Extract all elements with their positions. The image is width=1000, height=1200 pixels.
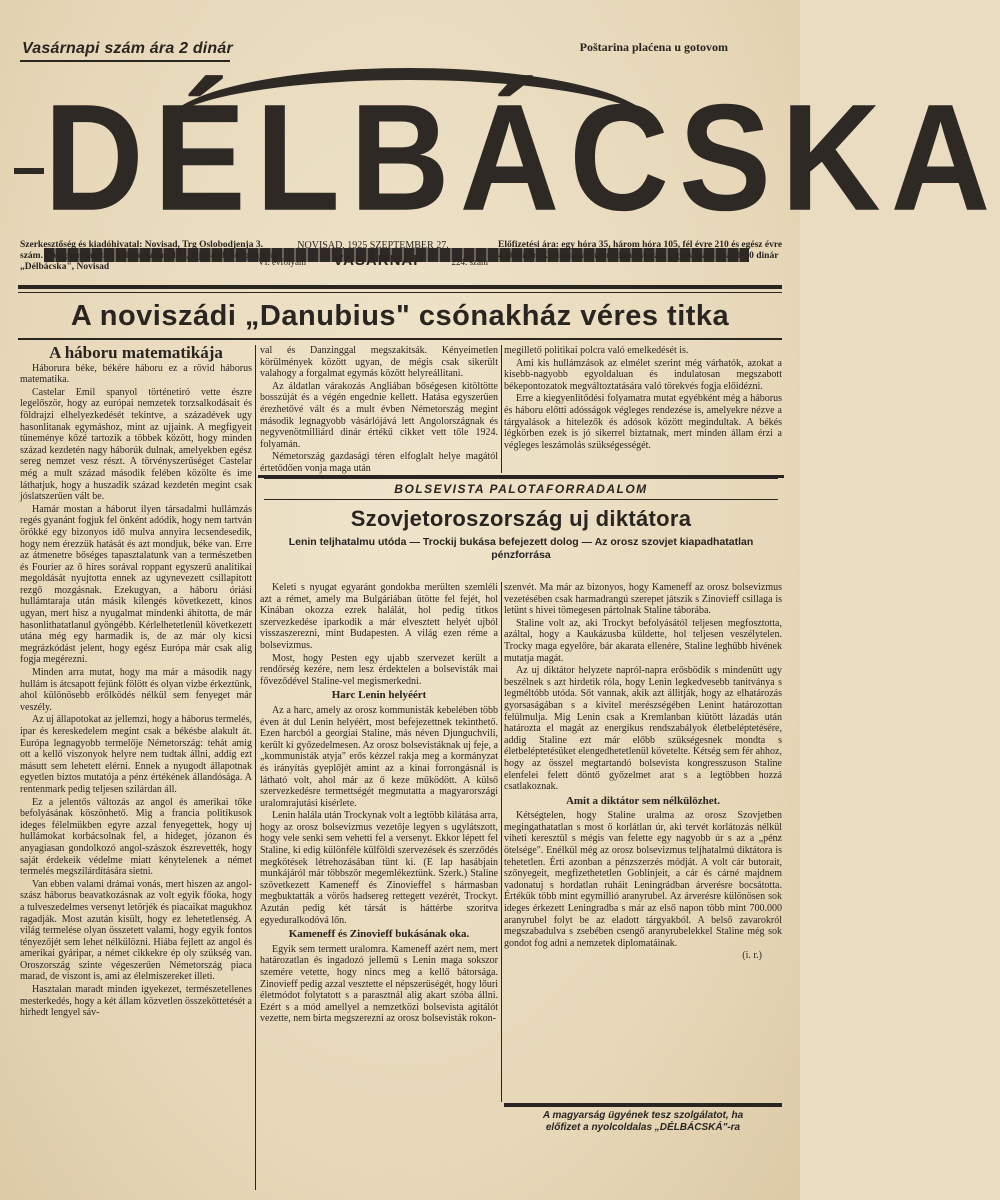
- editorial-info: Szerkesztőség és kiadóhivatal: Novisad, Trg Oslobodjenja 3. szám. (Wagner palota.) Telefonszám: 137, éjjel 488. Sürgönycím: „Délbácska", Novisad: [20, 240, 282, 272]
- article-kicker: BOLSEVISTA PALOTAFORRADALOM: [264, 478, 778, 500]
- postal-note: Poštarina plaćena u gotovom: [579, 40, 728, 54]
- paragraph: Az uj diktátor helyzete napról-napra erősbödik s mindenütt ugy beszélnek s azt hirdetik róla, hogy Lenin legkedvesebb tanitványa s legméltóbb utóda. Sőt vannak, akik azt állitják, hogy az elhatározás gyorsaságában s a kivitel merészségében Lenint határozottan felülmulja. Mig Lenin csak a Kremlanban kiütött lázadás után határozta el magát az energikus rendszabályok életbeléptetésére, addig Staline ezt már előbb szükségesnek mondta s életbeléptetésüket elengedhetetlenül követelte. Kétség sem fér ahhoz, hogy az összel megtartandó bolsevista kongresszuson Staline elenfelei felett döntő győzelmet arat s a legtöbben hozzá csatlakoznak.: [504, 665, 782, 793]
- paragraph: szenvét. Ma már az bizonyos, hogy Kameneff az orosz bolsevizmus vezetésében csak harmadrangú szerepet játszik s Zinovieff csillaga is letünt s hivei tömegesen pártolnak Staline táborába.: [504, 582, 782, 617]
- masthead: [14, 68, 1000, 243]
- article-deck: Lenin teljhatalmu utóda — Trockij bukása befejezett dolog — Az orosz szovjet kiapadhatatlan pénzforrása: [288, 536, 754, 561]
- paragraph: Castelar Emil spanyol történetiró vette észre legelőször, hogy az európai nemzetek torzsalkodásait és földrajzi elhelyezkedését tekintve, a századévek ugy hasonlitanak egymáshoz, mint az ujjaink. A megfigyeit tüneménye kőzé tartozik a többek között, hogy minden század kezdetén nagy háborúk dulnak, amelyekben egész sereg nemzet vesz részt. A törvényszerűséget Castelar még a mult század második felében közölte és ime láthatjuk, hogy a huszadik század kezdetén megint csak jóslatszerűen vált be.: [20, 386, 252, 503]
- paragraph: Az áldatlan várakozás Angliában bőségesen kitöltötte bosszúját és a végén engednie kellett. Hatása egyszerűen érezhetővé vált és a mult évben Németország megint második legnagyobb vásárlójává lett Angolországnak és negyvenötmilliárd dinár értékű cikket vett tőle 1924. folyamán.: [260, 380, 498, 450]
- paragraph: Most, hogy Pesten egy ujabb szervezet került a rendőrség kezére, nem lesz érdektelen a bolsevisták mai főveződével Staline-vel megismerkedni.: [260, 652, 498, 687]
- paragraph: Németország gazdasági téren elfoglalt helye magától értetődően vonja maga után: [260, 451, 498, 474]
- paragraph: Ez a jelentős változás az angol és amerikai tőke befolyásának köszönhető. Mig a francia politikusok ideges félelmükben egyre azzal fenyegettek, hogy uj hullámokat korbácsolnak fel, a hideget, józanon és anyagiasan gondolkozó angol-szászok észrevették, hogy saját érdekeik védelme miatt kénytelenek a német termelés megszilárdítására sietni.: [20, 796, 252, 878]
- subheading: Kameneff és Zinovieff bukásának oka.: [288, 928, 470, 941]
- masthead-left-bar: [14, 168, 44, 174]
- place-date: NOVISAD, 1925 SZEPTEMBER 27.: [297, 240, 449, 251]
- price-note: Vasárnapi szám ára 2 dinár: [22, 40, 233, 57]
- paragraph: Hasztalan maradt minden igyekezet, természetellenes mesterkedés, hogy a két állam közvetlen összeköttetését a hirhedt lengyel sáv-: [20, 984, 252, 1019]
- article-war-math-end: [504, 345, 782, 473]
- paragraph: Minden arra mutat, hogy ma már a második nagy hullám is átcsapott fejünk fölött és olyan vizbe érkeztünk, ahol különösebb erőlködés nélkül sem fenyeget már veszély.: [20, 667, 252, 713]
- volume: VI. évfolyam: [258, 257, 306, 267]
- paragraph: Az uj állapotokat az jellemzi, hogy a háborus termelés, ipar és kereskedelem megint csak a békésbe alakult át. Európa legnagyobb termelője Németország: tehát amig ott a kellő viszonyok helyre nem tudtak állni, addig ezt másutt sem lehetett elérni. Ennek a nyugodt állapotnak egyetlen biztos mutatója a pénz értékének állandósága. A rentenmark pedig teljesen szilárdan áll.: [20, 714, 252, 795]
- headline-rule: [18, 338, 782, 340]
- main-headline: A noviszádi „Danubius" csónakház véres titka: [70, 300, 730, 332]
- subscription-promo: [504, 1103, 782, 1134]
- article-war-math-cont: [260, 345, 498, 473]
- column-divider: [501, 582, 502, 1102]
- article-title: A háboru matematikája: [49, 343, 223, 362]
- issue-number: 224. szám: [451, 257, 488, 267]
- paragraph: Kétségtelen, hogy Staline uralma az orosz Szovjetben megingathatatlan s most ő korlátlan úr, aki tervét korlátozás nélkül viheti keresztül s mégis van felette egy nagyobb úr s az a „pénz ötelsége". Enélkül még az orosz bolsevizmus teljhatalmú diktátora is tehetetlen. Érti azonban a pénzszerzés módját. A volt cár butorait, szőnyegeit, megfizethetetlen Goblinjeit, a cár és cárné majdnem vadonatuj s hordatlan ruháit Leningrádban árverésre bocsátotta. Értékük több mint egymillió aranyrubel. Az árverésre különösen sok ideges érkezett Leningradba s már az első napon több mint 700.000 aranyrubel folyt be az eladott tárgyakból. A belső zavarokról megszabadulva s zsebében csengő aranyrubelekkel Staline még sok gondot fog adni a nemzetek diplomatáinak.: [504, 810, 782, 949]
- paragraph: Staline volt az, aki Trockyt befolyásától teljesen megfosztotta, azáltal, hogy a Kaukázusba küldette, hol teljesen veszélytelen. Trocky maga egyelőre, bár akarata ellenére, Staline leghűbb hivének mutatja magát.: [504, 617, 782, 664]
- author-signature: (i. r.): [742, 950, 762, 962]
- subheading: Amit a diktátor sem nélkülözhet.: [565, 794, 721, 807]
- article-soviet-col2: [504, 582, 782, 1102]
- paragraph: Van ebben valami drámai vonás, mert hiszen az angol-szász háborus beavatkozásnak az volt egyik főoka, hogy a tulveszedelmes versenyt letörjék és piacaikat magukhoz ragadják. Most azután kisült, hogy ez lehetetlenség. A világ termelése olyan összetett valami, hogy egyik fontos tényezőjét sem lehet nélkülözni. Hiába fejlett az angol és amerikai gyáripar, a német cikkekre ép oly szükség van. Oroszország szinte végeszerűen Németország piaca marad, de viszont is, ami az élelmiszereket illeti.: [20, 878, 252, 983]
- subheading: Harc Lenin helyéért: [331, 689, 427, 702]
- promo-line: előfizet a nyolcoldalas „DÉLBÁCSKÁ"-ra: [545, 1122, 741, 1133]
- weekday: VASÁRNAP: [333, 252, 425, 269]
- paragraph: megillető politikai polcra való emelkedését is.: [504, 345, 689, 356]
- article-title: Szovjetoroszország uj diktátora: [350, 506, 692, 531]
- paragraph: Egyik sem termett uralomra. Kameneff azért nem, mert határozatlan és ingadozó jellemü s Lenin maga sokszor szemére vetette, hogy nincs meg a kellő bátorsága. Zinovieff pedig azzal vesztette el népszerüségét, hogy lőuri életmódot folytatott s a parasztnál alig akart szóba állni. Ezért s a mód amellyel a nemzetközi bolsevista agitálót vezette, nem birta megszerezni az orosz bolsevisták rokon-: [260, 943, 498, 1025]
- promo-line: A magyarság ügyének tesz szolgálatot, ha: [542, 1110, 744, 1121]
- paragraph: Hamár mostan a háborut ilyen társadalmi hullámzás regés gyanánt fogjuk fel önként adódik, hogy nem tartván örökké egy bizonyos idő mulva annyira lecsendesedik, hogy nem érezzük hatását és azt mondjuk, béke van. Erre az átmenetre bőséges tapasztalatunk van a természetben és Fourier az ő híres sorával roppant egyszerű analitikai megoldását nyujtotta ennek az ugynevezett csillapitott rezgő mozgásnak. Ezekugyan, a háboru óriási hullámtaraja után másik kilengés következett, kinos ugyan, mert hisz a nyugalmat mindenki áhította, de már hasonlithatatlanul gyöngébb. Kérlelhetetlenül következett utána még egy harmadik is, de az már oly kicsi megrázkódást jelent, hogy egész Európa már csak alig fogja megérezni.: [20, 503, 252, 666]
- price-underline: [20, 60, 230, 62]
- paragraph: val és Danzinggal megszakitsák. Kényeimetlen körülmények között ugyan, de mégis csak sikerült valahogy a forgalmat egymás között helyreállitani.: [260, 345, 498, 380]
- paragraph: Lenin halála után Trockynak volt a legtöbb kilátása arra, hogy az orosz bolsevizmus vezetője legyen s ugylátszott, hogy vele senki sem vehetti fel a versenyt. Ekkor lépett fel Staline, ki edig különféle külföldi szervezések és szerződés megkötések létrehozásában tünt ki. (E lap hasábjain munkájáról már többször megemlékeztünk. Szerk.) Staline szövetkezett Kameneff és Zinovieffel s hármasban megbuktatták a vörös hadsereg rettegett vezérét, Trockyt. Azután pedig két társát is háttérbe szoritva egyeduralkodóvá lőn.: [260, 810, 498, 926]
- paragraph: Háborura béke, békére háboru ez a rövid háborus matematika.: [20, 362, 252, 386]
- issue-info: [258, 240, 488, 268]
- article-soviet-col1: [260, 582, 498, 1142]
- article-soviet-header: [258, 478, 784, 562]
- column-divider: [501, 345, 502, 473]
- article-war-math: [20, 345, 252, 1190]
- paragraph: Az a harc, amely az orosz kommunisták kebelében több éven át dul Lenin helyéért, most befejezettnek tekinthető. Ezen harcból a georgiai Staline, más néven Djunguchvili, került ki győzedelmesen. Az orosz bolsevistáknak uj feje, a „kommunisták atyja" erős kézzel rakja meg a kormányzat és irányítás gyeplőjét amint az a kinai forrongásnál is látható volt, ahol már az ő keze működött. A külső szervezkedésre termettségét megmutatta a magyarországi uralomrajutási kisérlete.: [260, 704, 498, 809]
- header-rule-thin: [18, 292, 782, 293]
- paragraph: Erre a kiegyenlitődési folyamatra mutat egyébként még a háborus és háboru előtti adósságok végleges rendezése is, amelyekre nézve a tárgyalások a hitelezők és adósok között megindultak. A békés légkörben ezek is jó sikerrel biztatnak, mert minden állam érzi a végleges leszámolás szükségességét.: [504, 393, 782, 451]
- subscription-info: Előfizetési ára: egy hóra 35, három hóra 105, fél évre 210 és egész évre 420 dinár. Kéziratokat nem adunk vissza. Egyes szám ára: 1·50 dinár: [498, 240, 783, 261]
- header-rule: [18, 285, 782, 289]
- paragraph: Ami kis hullámzások az elmélet szerint még várhatók, azokat a kisebb-nagyobb egyoldaluan és indulatosan megszabott békepontozatok megváltoztatására való törekvés fogja előidézni.: [504, 357, 782, 392]
- masthead-title: DÉLBÁCSKA: [44, 73, 1000, 243]
- paragraph: Keleti s nyugat egyaránt gondokba merülten szemléli azt a rémet, amely ma Bulgáriában ütötte fel fejét, hol Kinában okozza ezrek halálát, hol pedig titkos szervezkedése iparkodik a már elvesztett helyét ujból visszaszerezni, mint Budapesten. A világ ezen réme a bolsevizmus.: [260, 582, 498, 651]
- column-divider: [255, 345, 256, 1190]
